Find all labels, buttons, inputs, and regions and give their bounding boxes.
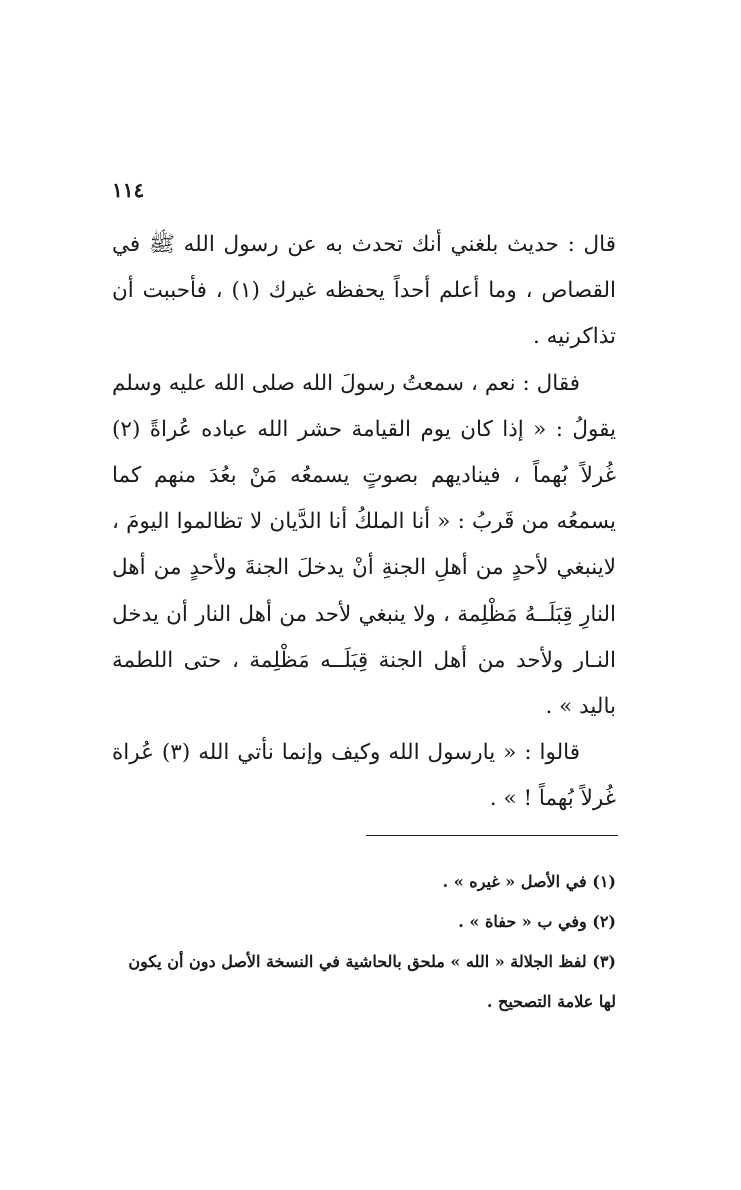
footnote-1: (١) في الأصل « غيره » . — [442, 872, 616, 891]
footnote-3: (٣) لفظ الجلالة « الله » ملحق بالحاشية في النسخة الأصل دون أن يكون لها علامة التصحيح . — [128, 952, 616, 1011]
page-number: ١١٤ — [112, 178, 145, 202]
footnotes — [112, 862, 616, 1022]
paragraph-question: قال : حديث بلغني أنك تحدث به عن رسول الله ﷺ في القصاص ، وما أعلم أحداً يحفظه غيرك (١) ، فأحببت أن تذاكرنيه . — [112, 232, 616, 350]
main-text — [112, 222, 616, 823]
paragraph-reply: قالوا : « يارسول الله وكيف وإنما نأتي الله (٣) عُراة غُرلاً بُهماً ! » . — [112, 740, 616, 812]
paragraph-hadith: فقال : نعم ، سمعتُ رسولَ الله صلى الله عليه وسلم يقولُ : « إذا كان يوم القيامة حشر الله عباده عُراةً (٢) غُرلاً بُهماً ، فيناديهم بصوتٍ يسمعُه مَنْ بعُدَ منهم كما يسمعُه من قَربُ : « أنا الملكُ أنا الدَّيان لا تظالموا اليومَ ، لاينبغي لأحدٍ من أهلِ الجنةِ أنْ يدخلَ الجنةَ ولأحدٍ من أهل النارِ قِبَلَــهُ مَظْلِمة ، ولا ينبغي لأحد من أهل النار أن يدخل النـار ولأحد من أهل الجنة قِبَلَــه مَظْلِمة ، حتى اللطمة باليد » . — [112, 370, 616, 720]
footnote-2: (٢) وفي ب « حفاة » . — [458, 912, 616, 931]
footnote-divider — [366, 835, 618, 836]
